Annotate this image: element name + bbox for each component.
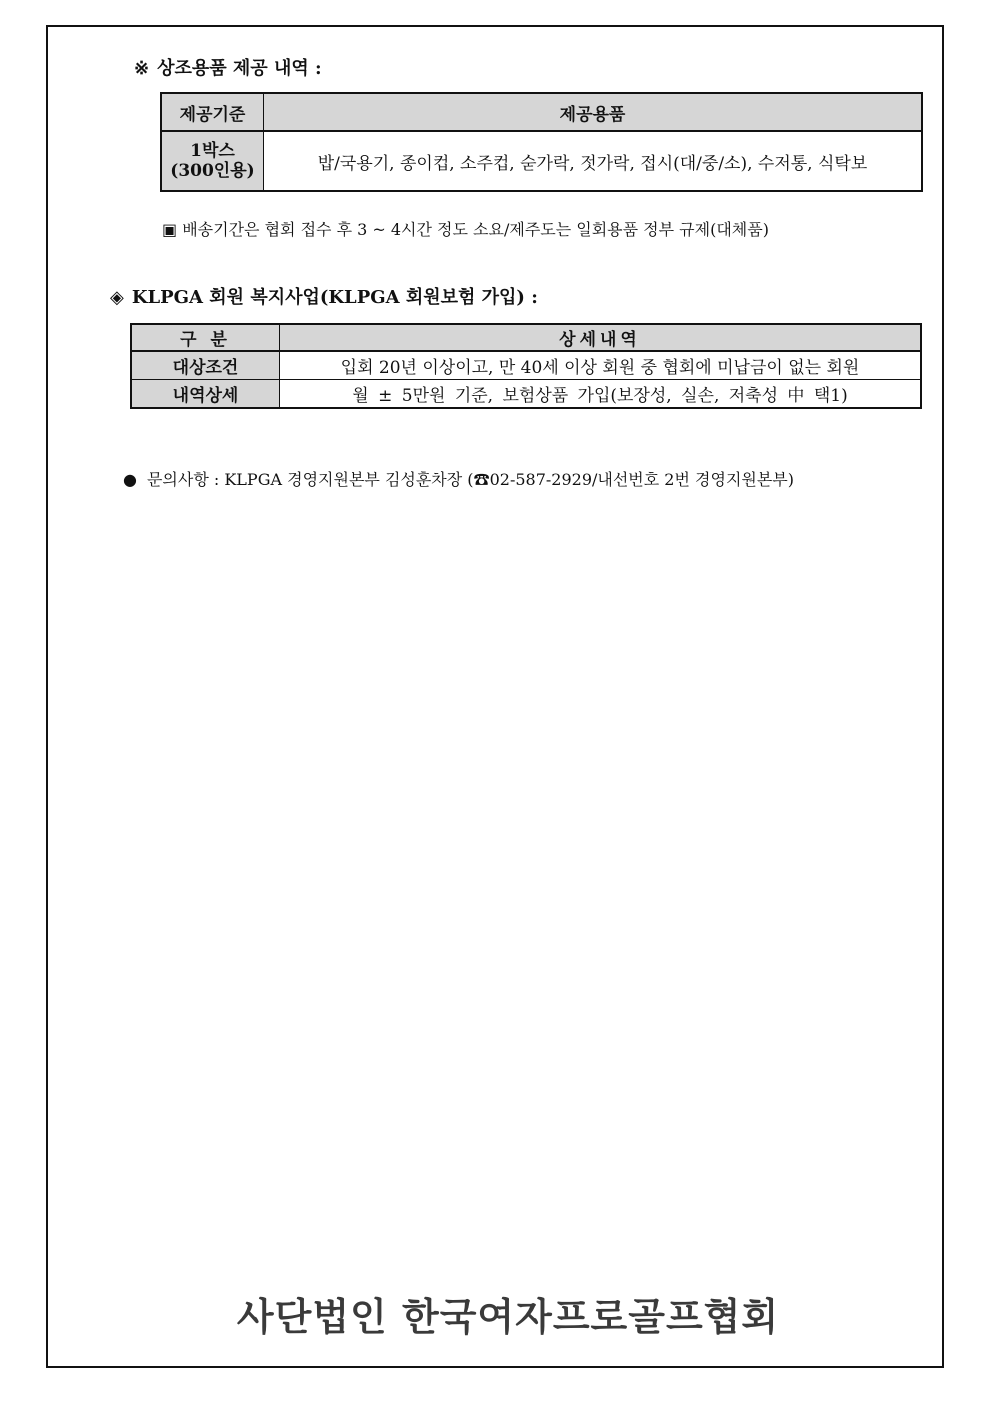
header-details: 상세내역: [280, 324, 922, 351]
row-label: 내역상세: [131, 380, 280, 409]
welfare-table: [130, 323, 922, 409]
table-row: [131, 380, 921, 409]
section1-title: 상조용품 제공 내역 :: [157, 58, 322, 79]
section2-title: KLPGA 회원 복지사업(KLPGA 회원보험 가입) :: [131, 287, 538, 308]
contact-line: [123, 467, 794, 490]
header-category: 구 분: [131, 324, 280, 351]
criteria-line1: 1박스: [190, 141, 235, 161]
table-header-row: [161, 93, 922, 131]
section2-heading: [110, 283, 538, 309]
bullet-icon: ●: [123, 470, 137, 489]
criteria-cell: [161, 131, 264, 191]
reference-mark-icon: ※: [134, 58, 150, 79]
supplies-table: [160, 92, 923, 192]
delivery-note: [162, 217, 769, 240]
phone-icon: ☎: [473, 470, 490, 489]
table-header-row: [131, 324, 921, 351]
table-row: [131, 351, 921, 380]
contact-prefix: 문의사항 : KLPGA 경영지원본부 김성훈차장 (: [146, 470, 474, 489]
row-detail: 월 ± 5만원 기준, 보험상품 가입(보장성, 실손, 저축성 中 택1): [280, 380, 922, 409]
contact-suffix: 02-587-2929/내선번호 2번 경영지원본부): [489, 470, 795, 489]
delivery-note-text: 배송기간은 협회 접수 후 3 ~ 4시간 정도 소요/제주도는 일회용품 정부 규제(대체품): [182, 220, 769, 239]
square-bullet-icon: ▣: [162, 220, 178, 239]
section1-heading: [134, 54, 322, 80]
header-criteria: 제공기준: [161, 93, 264, 131]
organization-name: 사단법인 한국여자프로골프협회: [236, 1295, 780, 1339]
row-detail: 입회 20년 이상이고, 만 40세 이상 회원 중 협회에 미납금이 없는 회원: [280, 351, 922, 380]
row-label: 대상조건: [131, 351, 280, 380]
header-supplies: 제공용품: [264, 93, 923, 131]
supplies-cell: 밥/국용기, 종이컵, 소주컵, 숟가락, 젓가락, 접시(대/중/소), 수저통, 식탁보: [264, 131, 923, 191]
table-row: [161, 131, 922, 191]
criteria-line2: (300인용): [170, 161, 255, 181]
diamond-bullet-icon: ◈: [110, 287, 124, 308]
